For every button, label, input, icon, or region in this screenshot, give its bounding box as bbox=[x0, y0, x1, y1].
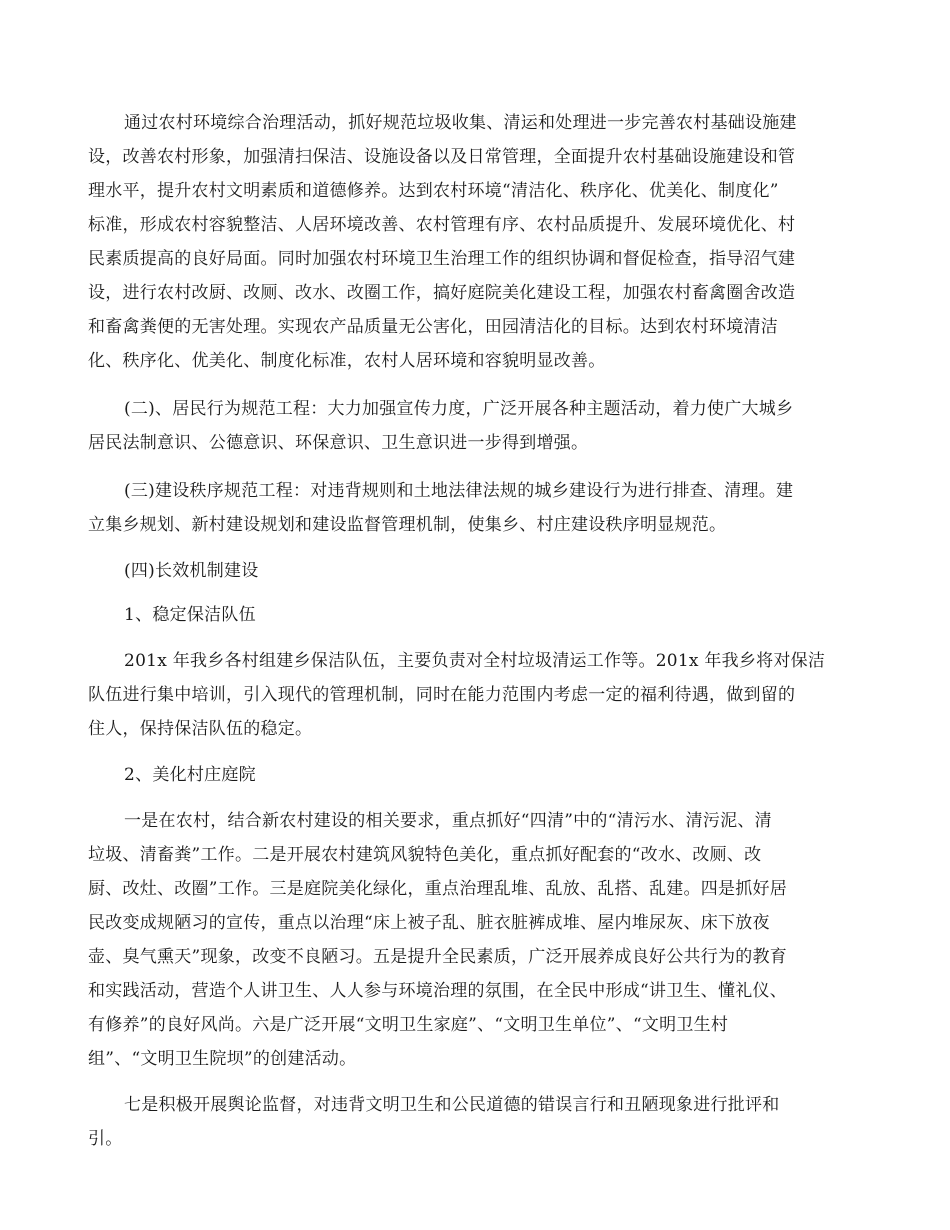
paragraph-line: 民改变成规陋习的宣传，重点以治理“床上被子乱、脏衣脏裤成堆、屋内堆尿灰、床下放夜 bbox=[88, 913, 770, 933]
paragraph-line: 队伍进行集中培训，引入现代的管理机制，同时在能力范围内考虑一定的福利待遇，做到留的 bbox=[88, 685, 796, 705]
paragraph-line: 有修养”的良好风尚。六是广泛开展“文明卫生家庭”、“文明卫生单位”、“文明卫生村 bbox=[88, 1015, 729, 1035]
paragraph-line: 一是在农村，结合新农村建设的相关要求，重点抓好“四清”中的“清污水、清污泥、清 bbox=[124, 811, 772, 831]
paragraph-line: 和畜禽粪便的无害处理。实现农产品质量无公害化，田园清洁化的目标。达到农村环境清洁 bbox=[88, 317, 778, 337]
paragraph-line: 标准，形成农村容貌整洁、人居环境改善、农村管理有序、农村品质提升、发展环境优化、村 bbox=[88, 215, 796, 235]
paragraph-line: 201x 年我乡各村组建乡保洁队伍，主要负责对全村垃圾清运工作等。201x 年我乡将对保洁 bbox=[124, 651, 826, 671]
paragraph-line: 住人，保持保洁队伍的稳定。 bbox=[88, 719, 313, 739]
paragraph-line: (二)、居民行为规范工程：大力加强宣传力度，广泛开展各种主题活动，着力使广大城乡 bbox=[124, 399, 794, 419]
paragraph-line: 化、秩序化、优美化、制度化标准，农村人居环境和容貌明显改善。 bbox=[88, 351, 606, 371]
subsection-heading: 2、美化村庄庭院 bbox=[124, 765, 256, 785]
subsection-heading: 1、稳定保洁队伍 bbox=[124, 605, 256, 625]
section-heading: (四)长效机制建设 bbox=[124, 561, 259, 581]
paragraph-line: 垃圾、清畜粪”工作。二是开展农村建筑风貌特色美化，重点抓好配套的“改水、改厕、改 bbox=[88, 845, 762, 865]
paragraph-line: 厨、改灶、改圈”工作。三是庭院美化绿化，重点治理乱堆、乱放、乱搭、乱建。四是抓好居 bbox=[88, 879, 787, 899]
paragraph-line: 立集乡规划、新村建设规划和建设监督管理机制，使集乡、村庄建设秩序明显规范。 bbox=[88, 515, 727, 535]
paragraph-line: 设，改善农村形象，加强清扫保洁、设施设备以及日常管理，全面提升农村基础设施建设和管 bbox=[88, 147, 796, 167]
paragraph-line: 七是积极开展舆论监督，对违背文明卫生和公民道德的错误言行和丑陋现象进行批评和 bbox=[124, 1095, 780, 1115]
paragraph-line: 和实践活动，营造个人讲卫生、人人参与环境治理的氛围，在全民中形成“讲卫生、懂礼仪、 bbox=[88, 981, 787, 1001]
paragraph-line: 设，进行农村改厨、改厕、改水、改圈工作，搞好庭院美化建设工程，加强农村畜禽圈舍改造 bbox=[88, 283, 796, 303]
paragraph-line: (三)建设秩序规范工程：对违背规则和土地法律法规的城乡建设行为进行排查、清理。建 bbox=[124, 481, 794, 501]
paragraph-line: 理水平，提升农村文明素质和道德修养。达到农村环境“清洁化、秩序化、优美化、制度化” bbox=[88, 181, 779, 201]
paragraph-line: 居民法制意识、公德意识、环保意识、卫生意识进一步得到增强。 bbox=[88, 433, 589, 453]
paragraph-line: 壶、臭气熏天”现象，改变不良陋习。五是提升全民素质，广泛开展养成良好公共行为的教育 bbox=[88, 947, 787, 967]
paragraph-line: 通过农村环境综合治理活动，抓好规范垃圾收集、清运和处理进一步完善农村基础设施建 bbox=[124, 113, 797, 133]
paragraph-line: 民素质提高的良好局面。同时加强农村环境卫生治理工作的组织协调和督促检查，指导沼气建 bbox=[88, 249, 796, 269]
paragraph-line: 组”、“文明卫生院坝”的创建活动。 bbox=[88, 1049, 357, 1069]
paragraph-line: 引。 bbox=[88, 1129, 123, 1149]
